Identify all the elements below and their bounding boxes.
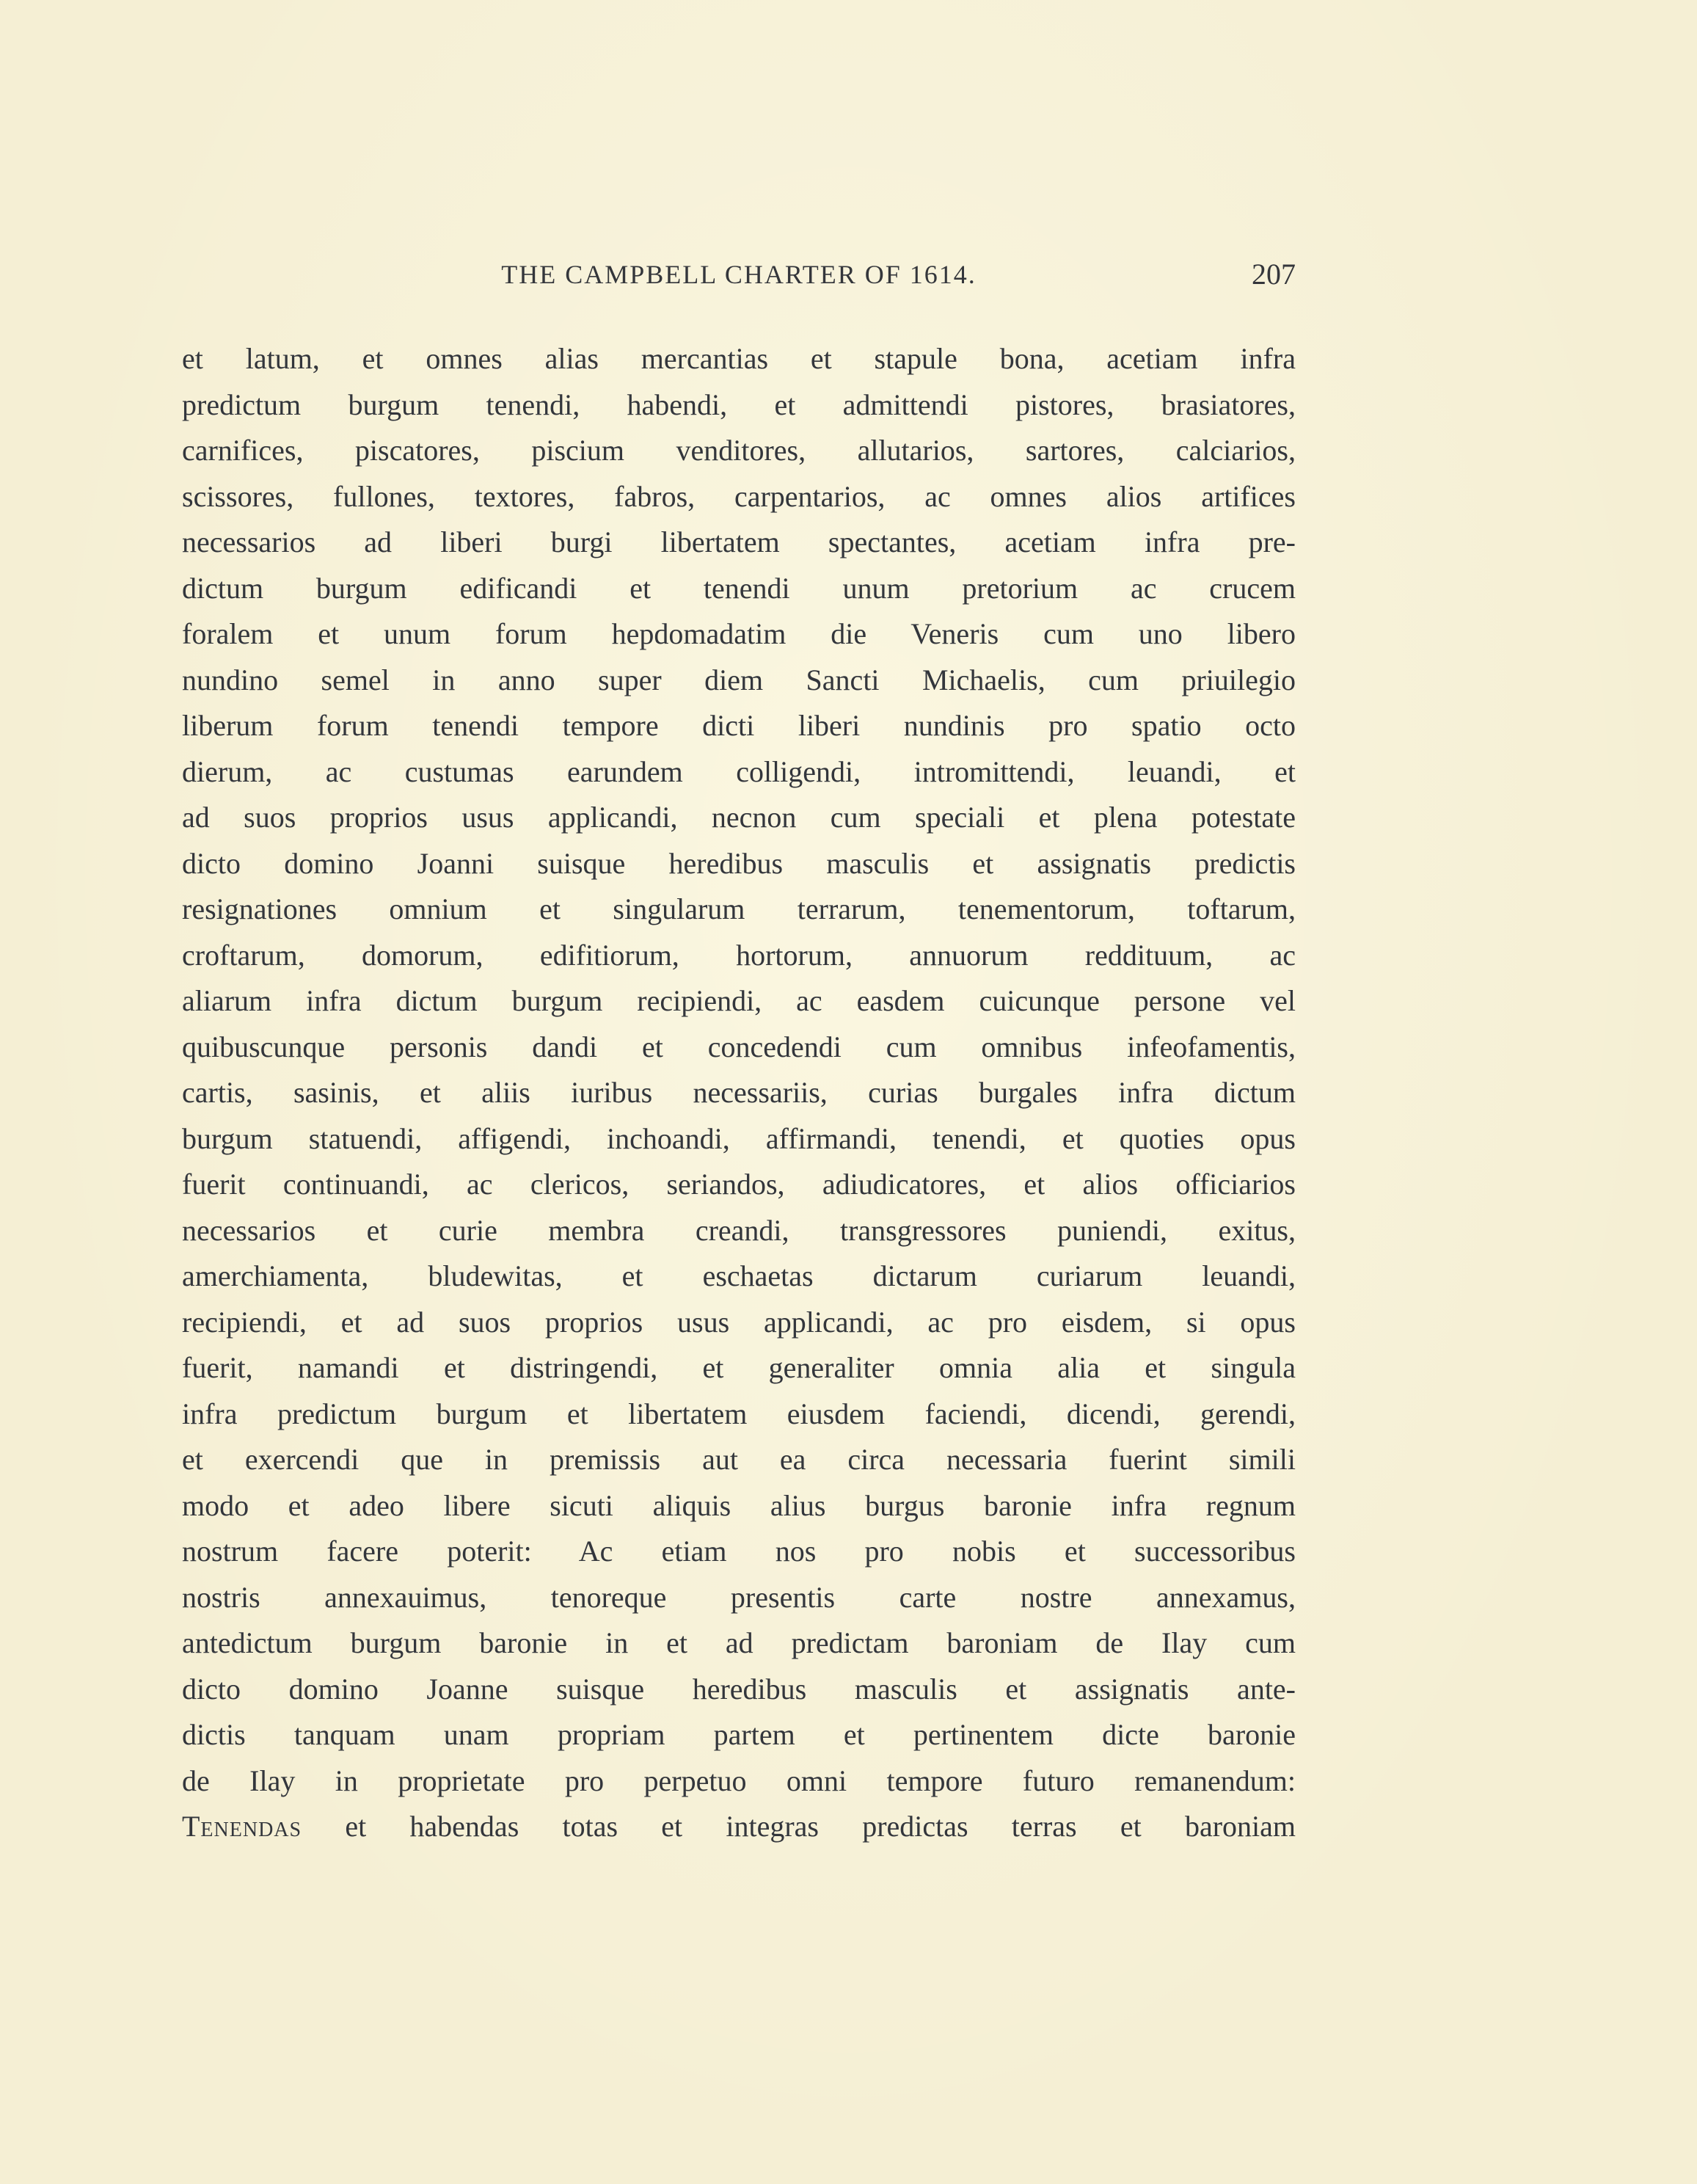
body-text [182,336,1296,1850]
text-line: dicto domino Joanne suisque heredibus masculis et assignatis ante- [182,1672,1296,1706]
running-head [182,252,1296,296]
text-line: et exercendi que in premissis aut ea circa necessaria fuerint simili [182,1443,1296,1476]
text-line: necessarios et curie membra creandi, transgressores puniendi, exitus, [182,1213,1296,1247]
text-line-rest: et habendas totas et integras predictas terras et baroniam [302,1810,1296,1843]
text-line: antedictum burgum baronie in et ad predictam baroniam de Ilay cum [182,1626,1296,1659]
text-line: modo et adeo libere sicuti aliquis alius burgus baronie infra regnum [182,1488,1296,1522]
text-line: predictum burgum tenendi, habendi, et admittendi pistores, brasiatores, [182,387,1296,421]
text-line: et latum, et omnes alias mercantias et stapule bona, acetiam infra [182,342,1296,375]
text-line: nostris annexauimus, tenoreque presentis carte nostre annexamus, [182,1580,1296,1614]
text-line: fuerit, namandi et distringendi, et generaliter omnia alia et singula [182,1351,1296,1384]
text-line: necessarios ad liberi burgi libertatem spectantes, acetiam infra pre- [182,525,1296,558]
text-line: quibuscunque personis dandi et concedendi cum omnibus infeofamentis, [182,1030,1296,1063]
text-line: infra predictum burgum et libertatem eiusdem faciendi, dicendi, gerendi, [182,1397,1296,1430]
text-line: burgum statuendi, affigendi, inchoandi, affirmandi, tenendi, et quoties opus [182,1121,1296,1155]
small-caps-word: Tenendas [182,1810,302,1843]
text-line: scissores, fullones, textores, fabros, carpentarios, ac omnes alios artifices [182,479,1296,513]
text-line: dictum burgum edificandi et tenendi unum pretorium ac crucem [182,571,1296,605]
text-line: de Ilay in proprietate pro perpetuo omni tempore futuro remanendum: [182,1763,1296,1797]
text-line: croftarum, domorum, edifitiorum, hortorum, annuorum reddituum, ac [182,938,1296,972]
text-line: fuerit continuandi, ac clericos, seriandos, adiudicatores, et alios officiarios [182,1168,1296,1201]
text-line: resignationes omnium et singularum terrarum, tenementorum, toftarum, [182,892,1296,925]
text-line-last [182,1804,1296,1850]
text-line: ad suos proprios usus applicandi, necnon cum speciali et plena potestate [182,801,1296,834]
text-line: foralem et unum forum hepdomadatim die Veneris cum uno libero [182,617,1296,650]
text-line: liberum forum tenendi tempore dicti liberi nundinis pro spatio octo [182,709,1296,742]
text-line: nostrum facere poterit: Ac etiam nos pro nobis et successoribus [182,1535,1296,1568]
text-line: recipiendi, et ad suos proprios usus applicandi, ac pro eisdem, si opus [182,1305,1296,1339]
text-line: dierum, ac custumas earundem colligendi, intromittendi, leuandi, et [182,754,1296,788]
text-line: carnifices, piscatores, piscium venditores, allutarios, sartores, calciarios, [182,434,1296,467]
text-line: aliarum infra dictum burgum recipiendi, ac easdem cuicunque persone vel [182,984,1296,1017]
text-line: dictis tanquam unam propriam partem et pertinentem dicte baronie [182,1718,1296,1751]
text-line: nundino semel in anno super diem Sancti Michaelis, cum priuilegio [182,663,1296,696]
text-line: dicto domino Joanni suisque heredibus masculis et assignatis predictis [182,846,1296,880]
page-number: 207 [1252,258,1296,291]
running-title: THE CAMPBELL CHARTER OF 1614. [501,260,977,289]
text-line: cartis, sasinis, et aliis iuribus necessariis, curias burgales infra dictum [182,1076,1296,1109]
text-line: amerchiamenta, bludewitas, et eschaetas dictarum curiarum leuandi, [182,1259,1296,1292]
